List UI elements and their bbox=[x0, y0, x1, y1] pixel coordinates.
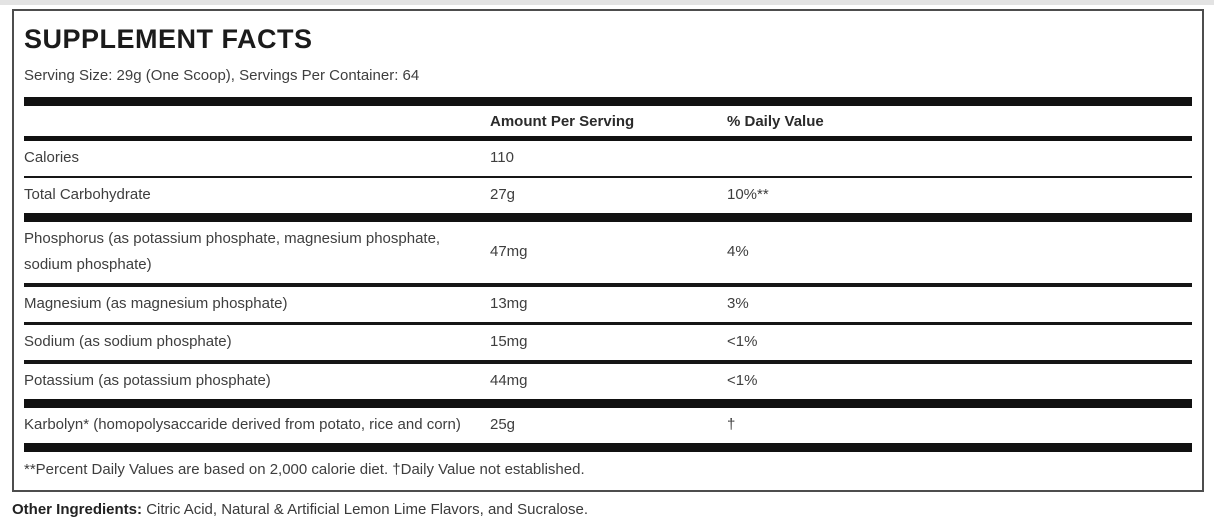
nutrient-daily-value: 10%** bbox=[727, 186, 769, 204]
nutrient-name: Sodium (as sodium phosphate) bbox=[24, 332, 232, 350]
nutrient-amount: 25g bbox=[490, 416, 516, 434]
supplement-facts-panel bbox=[12, 9, 1204, 492]
page-top-strip bbox=[0, 0, 1214, 5]
serving-info: Serving Size: 29g (One Scoop), Servings Per Container: 64 bbox=[24, 67, 420, 85]
other-ingredients bbox=[12, 500, 1214, 520]
nutrient-name: Magnesium (as magnesium phosphate) bbox=[24, 294, 288, 312]
panel-content bbox=[23, 25, 1193, 490]
table-header-row bbox=[24, 106, 1192, 141]
nutrient-daily-value: 3% bbox=[727, 295, 749, 313]
section-divider-potassium bbox=[24, 399, 1192, 408]
nutrient-name: Phosphorus (as potassium phosphate, magnesium phosphate, sodium phosphate) bbox=[24, 229, 441, 273]
nutrient-amount: 110 bbox=[490, 149, 514, 167]
nutrient-amount: 44mg bbox=[490, 372, 528, 390]
nutrient-amount: 15mg bbox=[490, 333, 528, 351]
nutrient-name: Calories bbox=[24, 148, 80, 166]
table-row-calories bbox=[24, 141, 1192, 178]
section-divider-carbs bbox=[24, 213, 1192, 222]
nutrient-amount: 47mg bbox=[490, 243, 528, 261]
nutrient-amount: 13mg bbox=[490, 295, 528, 313]
table-row-karbolyn bbox=[24, 408, 1192, 443]
daily-value-footnote: **Percent Daily Values are based on 2,000 calorie diet. †Daily Value not established. bbox=[24, 460, 585, 478]
other-ingredients-label: Other Ingredients: bbox=[12, 501, 143, 519]
column-header-daily-value: % Daily Value bbox=[727, 112, 824, 130]
nutrient-name: Karbolyn* (homopolysaccaride derived from potato, rice and corn) bbox=[24, 415, 461, 433]
table-row-potassium bbox=[24, 364, 1192, 399]
table-row-total-carbohydrate bbox=[24, 178, 1192, 213]
nutrient-amount: 27g bbox=[490, 186, 516, 204]
section-divider-footnote bbox=[24, 443, 1192, 452]
nutrient-daily-value: <1% bbox=[727, 333, 758, 351]
other-ingredients-text: Citric Acid, Natural & Artificial Lemon Lime Flavors, and Sucralose. bbox=[146, 501, 589, 519]
column-header-amount: Amount Per Serving bbox=[490, 112, 635, 130]
panel-title: SUPPLEMENT FACTS bbox=[24, 24, 313, 54]
nutrient-daily-value: 4% bbox=[727, 243, 749, 261]
section-divider-top bbox=[24, 97, 1192, 106]
table-row-sodium bbox=[24, 325, 1192, 364]
nutrient-daily-value: <1% bbox=[727, 372, 758, 390]
nutrient-daily-value: † bbox=[727, 416, 736, 434]
table-row-magnesium bbox=[24, 287, 1192, 325]
nutrient-name: Total Carbohydrate bbox=[24, 185, 151, 203]
table-row-phosphorus bbox=[24, 222, 1192, 287]
nutrient-name: Potassium (as potassium phosphate) bbox=[24, 371, 271, 389]
